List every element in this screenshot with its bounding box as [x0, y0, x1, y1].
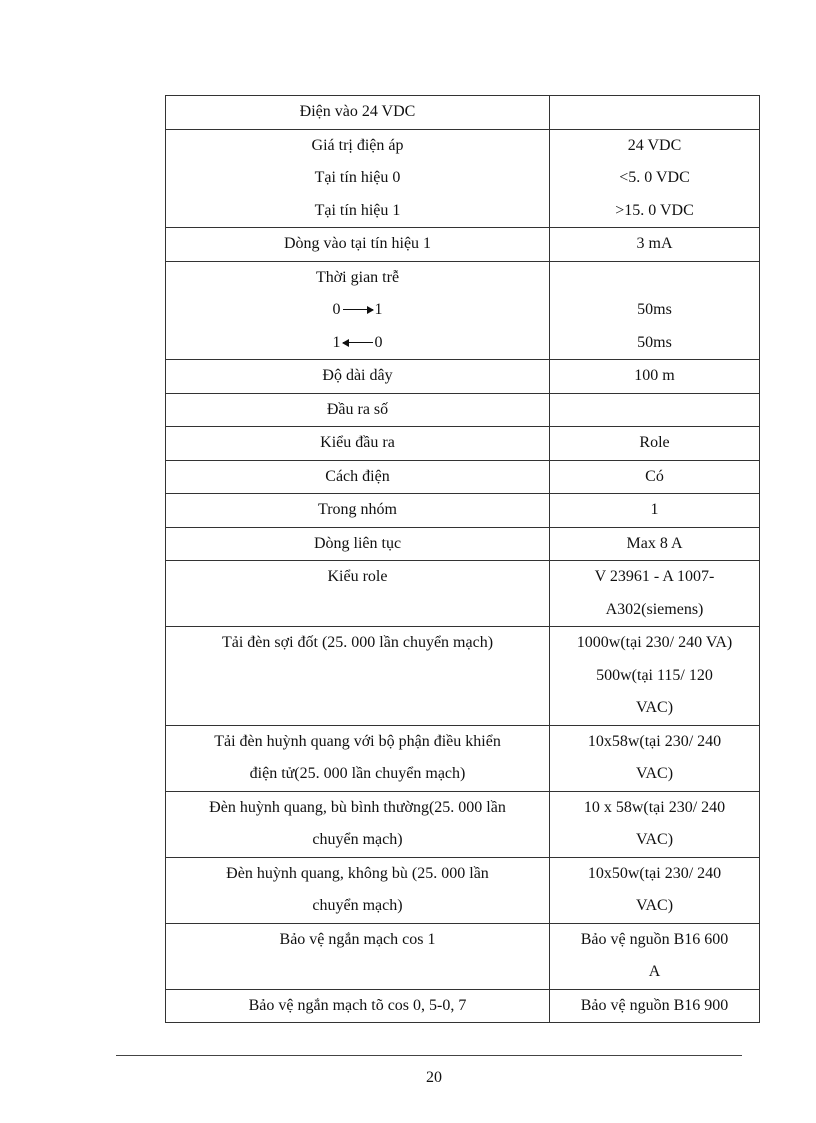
spec-value-cell [550, 725, 760, 791]
spec-value: 50ms [637, 301, 672, 318]
table-row [166, 725, 760, 791]
spec-label-cell [166, 360, 550, 394]
delay-state: 1 [332, 333, 341, 351]
spec-label: Giá trị điện áp [311, 136, 404, 154]
spec-value: 500w(tại 115/ 120 [596, 666, 713, 684]
spec-value-cell [550, 129, 760, 228]
spec-label: Đầu ra số [326, 400, 389, 418]
spec-label-cell [166, 527, 550, 561]
footer-rule [116, 1055, 742, 1056]
spec-value: A [648, 963, 661, 980]
spec-value: 1 [650, 501, 659, 518]
spec-label-cell [166, 261, 550, 360]
spec-label-cell [166, 228, 550, 262]
table-row [166, 791, 760, 857]
spec-value: 10 x 58w(tại 230/ 240 [583, 798, 726, 816]
spec-label: Kiểu role [327, 568, 388, 585]
spec-label-cell [166, 427, 550, 461]
spec-value: 50ms [637, 333, 672, 351]
spec-label-cell [166, 129, 550, 228]
delay-transition [168, 327, 547, 360]
spec-label: Đèn huỳnh quang, bù bình thường(25. 000 lần [209, 798, 506, 816]
spec-value: VAC) [635, 897, 674, 914]
spec-label: Cách điện [325, 467, 390, 485]
spec-value-cell [550, 527, 760, 561]
table-row [166, 261, 760, 360]
spec-value: Có [645, 467, 664, 485]
spec-value-cell [550, 228, 760, 262]
delay-state: 0 [332, 301, 341, 318]
table-row [166, 923, 760, 989]
spec-label-cell [166, 923, 550, 989]
spec-label-cell [166, 857, 550, 923]
spec-label: Kiểu đầu ra [320, 434, 395, 451]
spec-label-cell [166, 725, 550, 791]
spec-value-cell [550, 460, 760, 494]
spec-label: điện tử(25. 000 lần chuyển mạch) [249, 765, 466, 782]
table-row [166, 360, 760, 394]
spec-label: Dòng liên tục [313, 534, 402, 552]
spec-label-cell [166, 627, 550, 726]
delay-transition [168, 294, 547, 327]
table-row [166, 228, 760, 262]
table-row [166, 494, 760, 528]
spec-value: Bảo vệ nguồn B16 600 [580, 930, 729, 948]
spec-label: Trong nhóm [318, 501, 397, 518]
spec-value-cell [550, 923, 760, 989]
spec-value: VAC) [635, 831, 674, 848]
table-row [166, 561, 760, 627]
spec-value-cell [550, 791, 760, 857]
spec-label: Dòng vào tại tín hiệu 1 [283, 235, 432, 252]
spec-value-cell [550, 857, 760, 923]
delay-state: 1 [374, 301, 383, 318]
spec-value: VAC) [635, 765, 674, 782]
table-row [166, 96, 760, 130]
spec-table-body [166, 96, 760, 1023]
spec-label: Tải đèn huỳnh quang với bộ phận điều khiển [214, 732, 501, 750]
spec-label-cell [166, 561, 550, 627]
spec-value-cell [550, 989, 760, 1023]
spec-value: Bảo vệ nguồn B16 900 [580, 996, 729, 1014]
spec-value-cell [550, 427, 760, 461]
table-row [166, 627, 760, 726]
spec-value: 1000w(tại 230/ 240 VA) [576, 634, 733, 651]
spec-value: 3 mA [636, 235, 673, 252]
spec-value: 100 m [634, 367, 675, 384]
table-row [166, 427, 760, 461]
spec-value: Max 8 A [626, 534, 683, 552]
spec-value: 24 VDC [627, 136, 682, 154]
spec-value: A302(siemens) [605, 600, 704, 618]
spec-value-cell [550, 561, 760, 627]
spec-label-cell [166, 989, 550, 1023]
table-row [166, 393, 760, 427]
spec-label: Tải đèn sợi đốt (25. 000 lần chuyển mạch) [221, 634, 494, 651]
spec-value-cell [550, 393, 760, 427]
spec-label-cell [166, 393, 550, 427]
spec-value: Role [639, 434, 670, 451]
spec-label: Thời gian trễ [315, 268, 400, 286]
spec-label-cell [166, 494, 550, 528]
delay-state: 0 [374, 333, 383, 351]
spec-value: 10x58w(tại 230/ 240 [587, 732, 722, 750]
arrow-left-icon [343, 338, 373, 348]
spec-label-cell [166, 791, 550, 857]
spec-value: VAC) [635, 699, 674, 716]
spec-value: >15. 0 VDC [615, 201, 694, 219]
spec-value-cell [550, 627, 760, 726]
spec-value-cell [550, 494, 760, 528]
page-number: 20 [426, 1069, 442, 1086]
spec-label: Độ dài dây [322, 367, 393, 384]
spec-value-cell [550, 360, 760, 394]
spec-label: Tại tín hiệu 1 [314, 201, 401, 219]
spec-label-cell [166, 96, 550, 130]
spec-label: Điện vào 24 VDC [299, 103, 416, 120]
spec-label: Bảo vệ ngắn mạch tõ cos 0, 5-0, 7 [248, 996, 467, 1014]
spec-label: chuyển mạch) [312, 897, 403, 914]
spacer [552, 262, 757, 295]
spec-table [165, 95, 760, 1023]
table-row [166, 129, 760, 228]
table-row [166, 857, 760, 923]
spec-value-cell [550, 96, 760, 130]
spec-value: V 23961 - A 1007- [594, 568, 715, 585]
spec-label: chuyển mạch) [312, 831, 403, 848]
spec-label: Bảo vệ ngắn mạch cos 1 [279, 930, 436, 948]
spec-label: Tại tín hiệu 0 [314, 169, 401, 186]
spec-label: Đèn huỳnh quang, không bù (25. 000 lần [226, 864, 489, 882]
table-row [166, 460, 760, 494]
table-row [166, 527, 760, 561]
arrow-right-icon [343, 305, 373, 315]
table-row [166, 989, 760, 1023]
spec-value: <5. 0 VDC [619, 169, 690, 186]
spec-value-cell [550, 261, 760, 360]
spec-value: 10x50w(tại 230/ 240 [587, 864, 722, 882]
spec-label-cell [166, 460, 550, 494]
